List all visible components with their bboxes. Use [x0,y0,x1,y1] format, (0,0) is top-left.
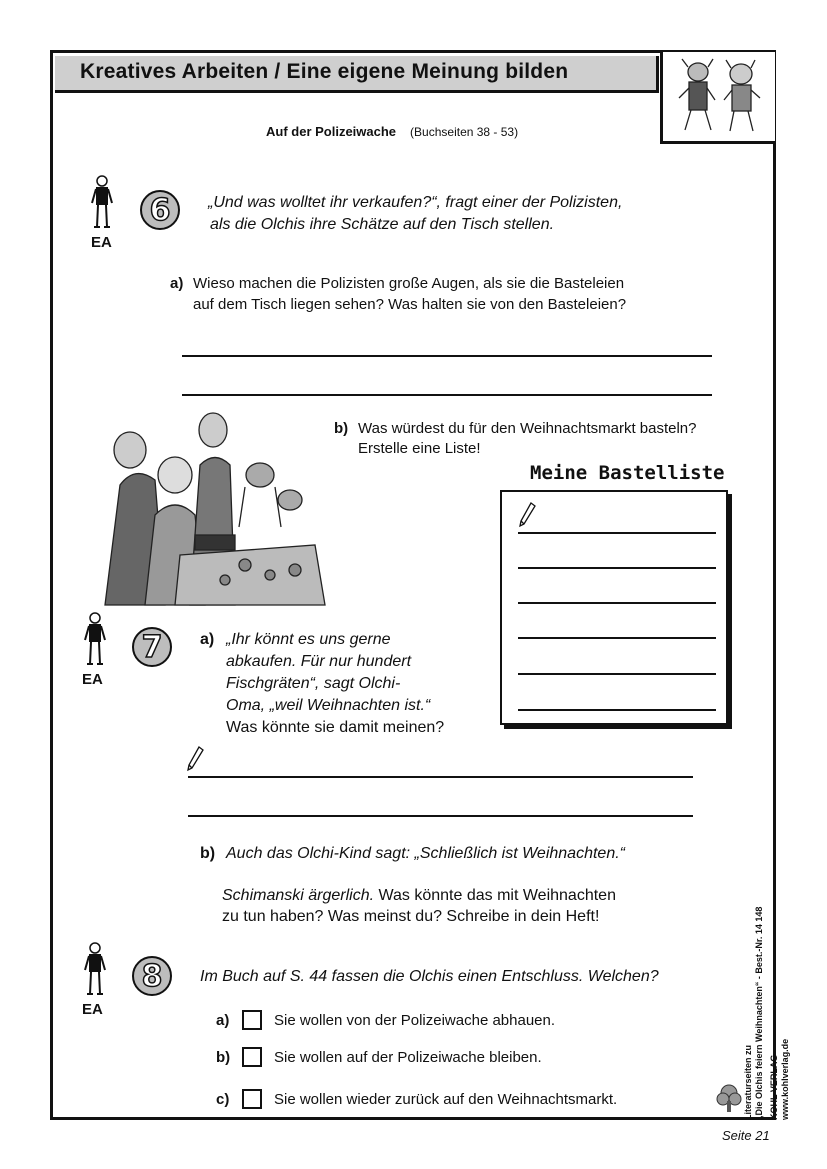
pencil-icon [186,746,204,772]
task-number-8: 8 [132,956,172,996]
task7-b-label: b) [200,845,216,862]
option-checkbox[interactable] [242,1010,262,1030]
task6-a-line1: Wieso machen die Polizisten große Augen, als sie die Basteleien [193,275,625,292]
section-pages: (Buchseiten 38 - 53) [410,125,519,139]
option-checkbox[interactable] [242,1047,262,1067]
title-bar [55,56,659,93]
option-text: Sie wollen von der Polizeiwache abhauen. [274,1012,556,1029]
ea-label: EA [82,671,103,688]
page-title: Kreatives Arbeiten / Eine eigene Meinung bilden [80,60,569,83]
publisher-sidebar [743,790,790,1120]
task7-b-line1: Auch das Olchi-Kind sagt: „Schließlich ist Weihnachten.“ [226,845,625,862]
list-line[interactable] [518,673,716,675]
option-label: a) [216,1012,230,1029]
list-line[interactable] [518,532,716,534]
page-number: Seite 21 [722,1128,770,1143]
task7-a-line3: Fischgräten“, sagt Olchi- [226,675,401,692]
side-line1: Literaturseiten zu [743,1044,753,1120]
option-label: b) [216,1049,231,1066]
answer-line[interactable] [182,394,712,396]
task7-b-line3-italic: Schimanski ärgerlich. [222,887,375,904]
task7-a-label: a) [200,631,215,648]
task7-a-line4: Oma, „weil Weihnachten ist.“ [226,697,431,714]
task8-question: Im Buch auf S. 44 fassen die Olchis einen Entschluss. Welchen? [200,968,659,985]
task6-b-line1: Was würdest du für den Weihnachtsmarkt basteln? [358,420,697,437]
task7-a-line5: Was könnte sie damit meinen? [226,719,445,736]
ea-label: EA [82,1001,103,1018]
task-number-6: 6 [140,190,180,230]
police-scene-illustration [95,405,330,610]
task6-b-label: b) [334,420,349,437]
task6-a-line2: auf dem Tisch liegen sehen? Was halten sie von den Basteleien? [193,296,627,313]
side-publisher: KOHL VERLAG [769,1054,779,1120]
list-title: Meine Bastelliste [530,462,725,484]
task-number-7: 7 [132,627,172,667]
task6-b-line2: Erstelle eine Liste! [358,440,481,457]
answer-line[interactable] [182,355,712,357]
list-line[interactable] [518,567,716,569]
olchi-illustration [660,52,775,144]
student-icon [83,612,107,668]
option-text: Sie wollen wieder zurück auf den Weihnachtsmarkt. [274,1091,618,1108]
task6-quote-line1: „Und was wolltet ihr verkaufen?“, fragt einer der Polizisten, [208,194,623,211]
task6-a-label: a) [170,275,184,292]
ea-label: EA [91,234,112,251]
list-line[interactable] [518,637,716,639]
section-title: Auf der Polizeiwache [266,124,397,139]
task7-b-line3-rest: Was könnte das mit Weihnachten [374,887,616,904]
task7-a-line1: „Ihr könnt es uns gerne [226,631,391,648]
task7-a-line2: abkaufen. Für nur hundert [226,653,412,670]
pencil-icon [518,502,536,528]
option-text: Sie wollen auf der Polizeiwache bleiben. [274,1049,542,1066]
student-icon [90,175,114,231]
option-checkbox[interactable] [242,1089,262,1109]
list-line[interactable] [518,709,716,711]
side-line2: „Die Olchis feiern Weihnachten“ - Best.-Nr. 14 148 [754,906,764,1120]
side-url: www.kohlverlag.de [780,1038,790,1120]
answer-line[interactable] [188,815,693,817]
task6-quote-line2: als die Olchis ihre Schätze auf den Tisch stellen. [210,216,555,233]
student-icon [83,942,107,998]
section-heading [266,124,518,139]
answer-line[interactable] [188,776,693,778]
task7-b-line4: zu tun haben? Was meinst du? Schreibe in dein Heft! [222,908,600,925]
list-line[interactable] [518,602,716,604]
tree-logo-icon [716,1083,742,1113]
task7-b-line3 [222,885,616,907]
option-label: c) [216,1091,230,1108]
